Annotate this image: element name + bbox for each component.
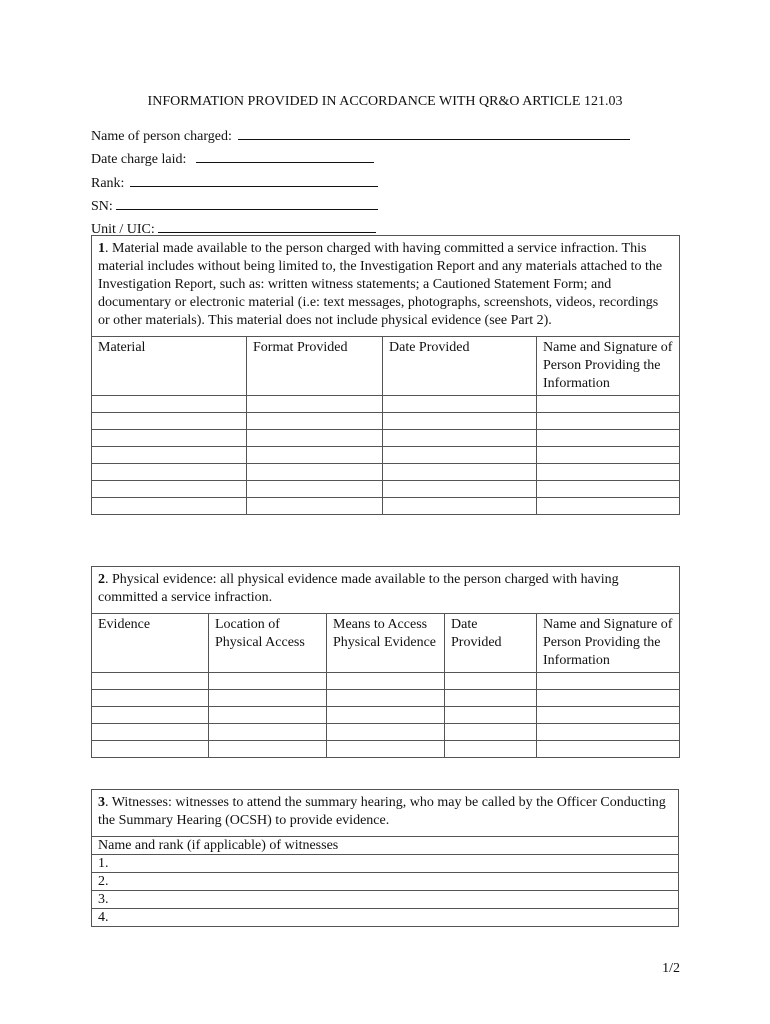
table-cell[interactable] — [92, 498, 247, 515]
table-cell[interactable] — [247, 498, 383, 515]
sn-line[interactable] — [116, 195, 378, 210]
date-provided-header: Date Provided — [445, 614, 537, 673]
table-row — [92, 690, 680, 707]
name-signature-header: Name and Signature of Person Providing the Information — [537, 614, 680, 673]
sn-label: SN: — [91, 199, 113, 214]
table-row — [92, 741, 680, 758]
table-row — [92, 707, 680, 724]
table-cell[interactable] — [383, 430, 537, 447]
table-cell[interactable] — [537, 447, 680, 464]
table-row — [92, 724, 680, 741]
unit-uic-label: Unit / UIC: — [91, 222, 155, 237]
table-cell[interactable] — [537, 396, 680, 413]
table-cell[interactable] — [383, 498, 537, 515]
table-cell[interactable] — [383, 481, 537, 498]
witnesses-table — [91, 789, 679, 927]
section3-number: 3 — [98, 795, 105, 810]
section3-description — [92, 790, 679, 837]
table-cell[interactable] — [209, 690, 327, 707]
table-cell[interactable] — [209, 673, 327, 690]
section1-description — [92, 236, 680, 337]
table-cell[interactable] — [327, 673, 445, 690]
table-cell[interactable] — [445, 741, 537, 758]
table-cell[interactable] — [383, 464, 537, 481]
table-cell[interactable] — [92, 741, 209, 758]
section2-number: 2 — [98, 572, 105, 587]
table-cell[interactable] — [247, 430, 383, 447]
date-charge-laid-line[interactable] — [196, 148, 374, 163]
table-cell[interactable] — [445, 724, 537, 741]
evidence-header: Evidence — [92, 614, 209, 673]
section2-description — [92, 567, 680, 614]
table-cell[interactable] — [383, 396, 537, 413]
table-cell[interactable] — [383, 447, 537, 464]
table-cell[interactable] — [247, 464, 383, 481]
name-of-person-charged-line[interactable] — [238, 125, 630, 140]
witness-row-4[interactable]: 4. — [92, 909, 679, 927]
material-header: Material — [92, 337, 247, 396]
table-cell[interactable] — [327, 724, 445, 741]
page-number: 1/2 — [662, 961, 680, 976]
table-cell[interactable] — [209, 724, 327, 741]
witness-row-2[interactable]: 2. — [92, 873, 679, 891]
table-cell[interactable] — [445, 690, 537, 707]
table-cell[interactable] — [537, 498, 680, 515]
table-row — [92, 430, 680, 447]
table-cell[interactable] — [92, 690, 209, 707]
table-cell[interactable] — [537, 464, 680, 481]
physical-evidence-table — [91, 566, 680, 758]
table-cell[interactable] — [327, 741, 445, 758]
name-signature-header: Name and Signature of Person Providing the Information — [537, 337, 680, 396]
table-row — [92, 498, 680, 515]
sn-field — [91, 195, 378, 215]
date-provided-header: Date Provided — [383, 337, 537, 396]
date-charge-laid-field — [91, 148, 374, 168]
table-cell[interactable] — [92, 396, 247, 413]
witness-row-3[interactable]: 3. — [92, 891, 679, 909]
table-cell[interactable] — [92, 673, 209, 690]
table-cell[interactable] — [247, 396, 383, 413]
date-charge-laid-label: Date charge laid: — [91, 152, 187, 167]
rank-line[interactable] — [130, 172, 378, 187]
table-cell[interactable] — [537, 690, 680, 707]
table-cell[interactable] — [247, 481, 383, 498]
table-cell[interactable] — [383, 413, 537, 430]
table-row — [92, 396, 680, 413]
form-title: INFORMATION PROVIDED IN ACCORDANCE WITH QR&O ARTICLE 121.03 — [147, 94, 623, 109]
section1-number: 1 — [98, 241, 105, 256]
witness-row-1[interactable]: 1. — [92, 855, 679, 873]
name-of-person-charged-label: Name of person charged: — [91, 129, 232, 144]
table-cell[interactable] — [92, 724, 209, 741]
witnesses-header: Name and rank (if applicable) of witnesses — [92, 837, 679, 855]
table-cell[interactable] — [537, 413, 680, 430]
table-row — [92, 673, 680, 690]
table-cell[interactable] — [209, 741, 327, 758]
table-row — [92, 481, 680, 498]
rank-label: Rank: — [91, 176, 125, 191]
table-cell[interactable] — [209, 707, 327, 724]
table-cell[interactable] — [537, 481, 680, 498]
section2-text: . Physical evidence: all physical evidence made available to the person charged with having committed a service infraction. — [98, 572, 619, 605]
table-cell[interactable] — [92, 430, 247, 447]
table-cell[interactable] — [537, 724, 680, 741]
section1-text: . Material made available to the person charged with having committed a service infraction. This material includes without being limited to, the Investigation Report and any materials attached to the Investigation Report, such as: written witness statements; a Cautioned Statement Form; and documentary or electronic material (i.e: text messages, photographs, screenshots, videos, recordings or other materials). This material does not include physical evidence (see Part 2). — [98, 241, 663, 328]
table-cell[interactable] — [92, 447, 247, 464]
table-row — [92, 447, 680, 464]
material-table — [91, 235, 680, 515]
location-header: Location of Physical Access — [209, 614, 327, 673]
section3-text: . Witnesses: witnesses to attend the summary hearing, who may be called by the Officer Conducting the Summary Hearing (OCSH) to provide evidence. — [98, 795, 666, 828]
table-cell[interactable] — [92, 707, 209, 724]
table-cell[interactable] — [445, 707, 537, 724]
format-provided-header: Format Provided — [247, 337, 383, 396]
table-cell[interactable] — [327, 690, 445, 707]
table-cell[interactable] — [537, 430, 680, 447]
name-of-person-charged-field — [91, 125, 630, 145]
table-cell[interactable] — [537, 741, 680, 758]
table-row — [92, 464, 680, 481]
table-cell[interactable] — [327, 707, 445, 724]
table-cell[interactable] — [247, 413, 383, 430]
table-cell[interactable] — [537, 673, 680, 690]
table-cell[interactable] — [247, 447, 383, 464]
table-row — [92, 413, 680, 430]
table-cell[interactable] — [92, 464, 247, 481]
rank-field — [91, 172, 378, 192]
table-cell[interactable] — [92, 413, 247, 430]
table-cell[interactable] — [537, 707, 680, 724]
unit-uic-line[interactable] — [158, 218, 376, 233]
table-cell[interactable] — [445, 673, 537, 690]
table-cell[interactable] — [92, 481, 247, 498]
means-to-access-header: Means to Access Physical Evidence — [327, 614, 445, 673]
